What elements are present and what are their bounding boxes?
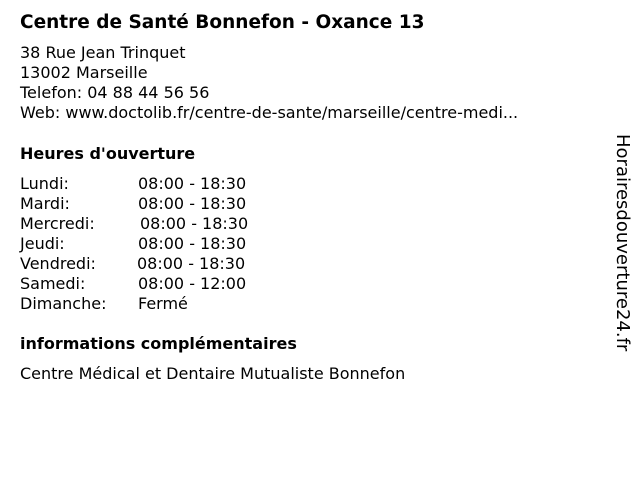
contact-block bbox=[20, 43, 518, 123]
additional-info-text: Centre Médical et Dentaire Mutualiste Bonnefon bbox=[20, 364, 406, 383]
hours-time: 08:00 - 18:30 bbox=[138, 234, 247, 253]
hours-day: Lundi: bbox=[20, 174, 69, 193]
hours-time: 08:00 - 18:30 bbox=[138, 194, 247, 213]
hours-day: Jeudi: bbox=[20, 234, 65, 253]
hours-day: Vendredi: bbox=[20, 254, 96, 273]
hours-time: 08:00 - 18:30 bbox=[140, 214, 249, 233]
address-street: 38 Rue Jean Trinquet bbox=[20, 43, 186, 62]
hours-time: 08:00 - 18:30 bbox=[138, 174, 247, 193]
opening-hours-heading: Heures d'ouverture bbox=[20, 144, 196, 163]
phone-number[interactable]: Telefon: 04 88 44 56 56 bbox=[20, 83, 210, 102]
hours-day: Dimanche: bbox=[20, 294, 107, 313]
site-watermark: Horairesdouverture24.fr bbox=[612, 134, 633, 352]
address-city: 13002 Marseille bbox=[20, 63, 148, 82]
hours-day: Mardi: bbox=[20, 194, 70, 213]
additional-info-heading: informations complémentaires bbox=[20, 334, 297, 353]
hours-day: Samedi: bbox=[20, 274, 86, 293]
hours-time: Fermé bbox=[138, 294, 188, 313]
hours-day: Mercredi: bbox=[20, 214, 95, 233]
hours-time: 08:00 - 18:30 bbox=[137, 254, 246, 273]
hours-time: 08:00 - 12:00 bbox=[138, 274, 247, 293]
page-title: Centre de Santé Bonnefon - Oxance 13 bbox=[20, 12, 425, 33]
website-link[interactable]: Web: www.doctolib.fr/centre-de-sante/marseille/centre-medi... bbox=[20, 103, 519, 122]
